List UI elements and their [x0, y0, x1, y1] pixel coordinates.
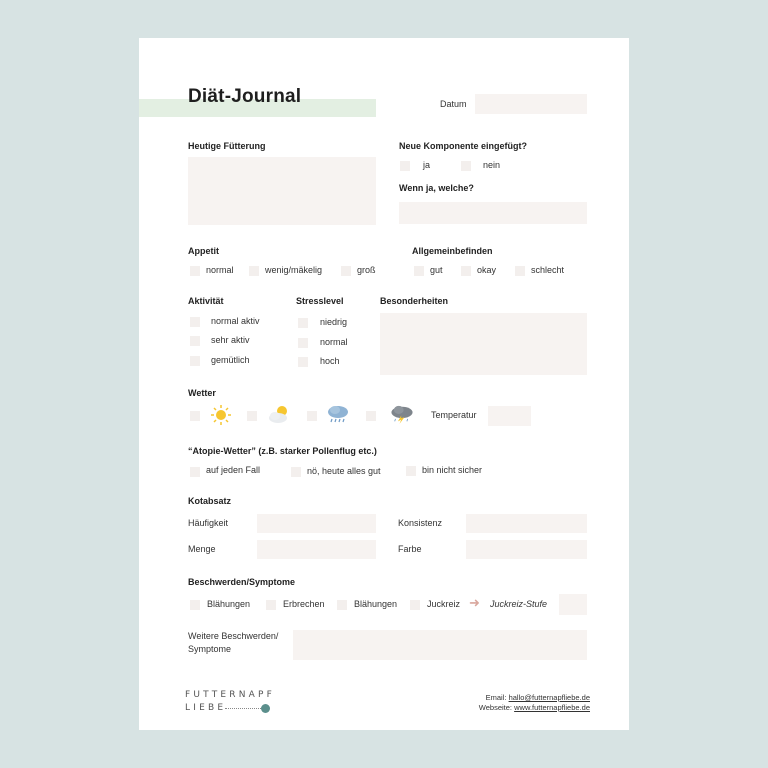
- weather-storm-checkbox[interactable]: [366, 411, 376, 421]
- complaint-bloating-label: Blähungen: [207, 599, 251, 609]
- rain-cloud-icon: [325, 402, 351, 426]
- wellbeing-okay-label: okay: [477, 265, 497, 275]
- wellbeing-okay-checkbox[interactable]: [461, 266, 471, 276]
- complaint-itch-checkbox[interactable]: [410, 600, 420, 610]
- atopy-unsure-label: bin nicht sicher: [422, 465, 483, 475]
- stress-low-checkbox[interactable]: [298, 318, 308, 328]
- stool-amount-label: Menge: [188, 544, 216, 554]
- stool-color-field[interactable]: [466, 540, 587, 559]
- appetite-picky-label: wenig/mäkelig: [265, 265, 323, 275]
- new-component-label: Neue Komponente eingefügt?: [399, 141, 527, 151]
- itch-level-field[interactable]: [559, 594, 587, 615]
- partly-cloudy-icon: [266, 402, 292, 426]
- appetite-normal-label: normal: [206, 265, 234, 275]
- weather-rain-checkbox[interactable]: [307, 411, 317, 421]
- wellbeing-good-label: gut: [430, 265, 443, 275]
- atopy-yes-checkbox[interactable]: [190, 467, 200, 477]
- email-label: Email:: [485, 693, 507, 702]
- temperature-field[interactable]: [488, 406, 531, 426]
- complaint-vomiting-checkbox[interactable]: [266, 600, 276, 610]
- complaint-itch-label: Juckreiz: [427, 599, 461, 609]
- appetite-big-checkbox[interactable]: [341, 266, 351, 276]
- weather-partly-checkbox[interactable]: [247, 411, 257, 421]
- appetite-label: Appetit: [188, 246, 219, 256]
- further-complaints-field[interactable]: [293, 630, 587, 660]
- atopy-label: “Atopie-Wetter” (z.B. starker Pollenflug etc.): [188, 446, 377, 456]
- new-component-yes-checkbox[interactable]: [400, 161, 410, 171]
- complaint-bloating2-checkbox[interactable]: [337, 600, 347, 610]
- stool-consistency-label: Konsistenz: [398, 518, 443, 528]
- stool-frequency-field[interactable]: [257, 514, 376, 533]
- activity-normal-label: normal aktiv: [211, 316, 260, 326]
- new-component-yes-label: ja: [423, 160, 431, 170]
- stool-label: Kotabsatz: [188, 496, 232, 506]
- brand-logo-line1: FUTTERNAPF: [185, 690, 276, 700]
- activity-cozy-label: gemütlich: [211, 355, 250, 365]
- journal-page: [139, 38, 629, 730]
- further-complaints-label-line2: Symptome: [188, 644, 232, 654]
- new-component-no-label: nein: [483, 160, 501, 170]
- arrow-right-icon: ➜: [469, 595, 480, 610]
- complaint-bloating2-label: Blähungen: [354, 599, 398, 609]
- wellbeing-label: Allgemeinbefinden: [412, 246, 493, 256]
- activity-label: Aktivität: [188, 296, 224, 306]
- stress-normal-label: normal: [320, 337, 348, 347]
- which-component-field[interactable]: [399, 202, 587, 224]
- special-field[interactable]: [380, 313, 587, 375]
- brand-logo-line2: LIEBE: [185, 703, 227, 713]
- further-complaints-label-line1: Weitere Beschwerden/: [188, 631, 279, 641]
- date-label: Datum: [440, 99, 467, 109]
- stool-amount-field[interactable]: [257, 540, 376, 559]
- wellbeing-bad-checkbox[interactable]: [515, 266, 525, 276]
- complaint-vomiting-label: Erbrechen: [283, 599, 325, 609]
- atopy-unsure-checkbox[interactable]: [406, 466, 416, 476]
- appetite-picky-checkbox[interactable]: [249, 266, 259, 276]
- activity-very-checkbox[interactable]: [190, 336, 200, 346]
- complaint-bloating-checkbox[interactable]: [190, 600, 200, 610]
- web-link[interactable]: www.futternapfliebe.de: [514, 703, 590, 712]
- stress-low-label: niedrig: [320, 317, 348, 327]
- special-label: Besonderheiten: [380, 296, 449, 306]
- stress-high-checkbox[interactable]: [298, 357, 308, 367]
- new-component-no-checkbox[interactable]: [461, 161, 471, 171]
- stress-label: Stresslevel: [296, 296, 344, 306]
- atopy-no-label: nö, heute alles gut: [307, 466, 381, 476]
- activity-very-label: sehr aktiv: [211, 335, 250, 345]
- appetite-normal-checkbox[interactable]: [190, 266, 200, 276]
- temperature-label: Temperatur: [431, 410, 477, 420]
- feeding-label: Heutige Fütterung: [188, 141, 266, 151]
- web-label: Webseite:: [478, 703, 513, 712]
- contact-web: [479, 703, 590, 712]
- feeding-field[interactable]: [188, 157, 376, 225]
- wellbeing-good-checkbox[interactable]: [414, 266, 424, 276]
- stool-frequency-label: Häufigkeit: [188, 518, 229, 528]
- date-field[interactable]: [475, 94, 587, 114]
- appetite-big-label: groß: [357, 265, 376, 275]
- thunderstorm-icon: [389, 402, 415, 426]
- activity-cozy-checkbox[interactable]: [190, 356, 200, 366]
- contact-email: [486, 693, 590, 702]
- which-component-label: Wenn ja, welche?: [399, 183, 474, 193]
- stool-consistency-field[interactable]: [466, 514, 587, 533]
- wellbeing-bad-label: schlecht: [531, 265, 565, 275]
- brand-dot-icon: [261, 704, 270, 713]
- itch-level-label: Juckreiz-Stufe: [490, 599, 548, 609]
- stress-normal-checkbox[interactable]: [298, 338, 308, 348]
- complaints-label: Beschwerden/Symptome: [188, 577, 296, 587]
- weather-label: Wetter: [188, 388, 216, 398]
- page-title: Diät-Journal: [188, 86, 302, 107]
- atopy-yes-label: auf jeden Fall: [206, 465, 261, 475]
- email-link[interactable]: hallo@futternapfliebe.de: [508, 693, 590, 702]
- sun-icon: [208, 403, 234, 427]
- weather-sun-checkbox[interactable]: [190, 411, 200, 421]
- atopy-no-checkbox[interactable]: [291, 467, 301, 477]
- stool-color-label: Farbe: [398, 544, 422, 554]
- activity-normal-checkbox[interactable]: [190, 317, 200, 327]
- stress-high-label: hoch: [320, 356, 340, 366]
